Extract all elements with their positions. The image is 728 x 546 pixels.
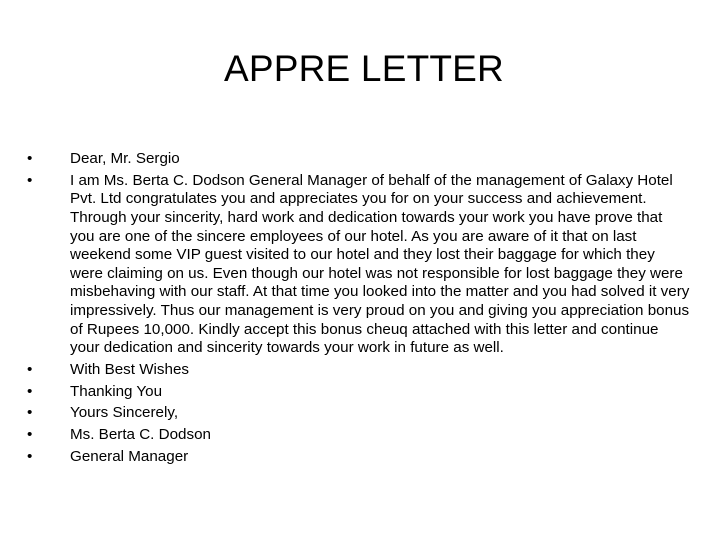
bullet-dot-icon: • xyxy=(27,382,33,400)
bullet-list xyxy=(27,150,690,470)
bullet-text: Yours Sincerely, xyxy=(70,404,179,422)
bullet-item-signer-title xyxy=(27,448,690,467)
bullet-item-signer-name xyxy=(27,426,690,445)
bullet-dot-icon: • xyxy=(27,360,33,378)
bullet-text: Ms. Berta C. Dodson xyxy=(70,426,211,444)
bullet-text: Thanking You xyxy=(70,382,163,400)
bullet-dot-icon: • xyxy=(27,171,33,189)
slide-title: APPRE LETTER xyxy=(224,48,504,89)
bullet-item-thanks xyxy=(27,383,690,402)
bullet-dot-icon: • xyxy=(27,426,33,444)
bullet-dot-icon: • xyxy=(27,150,33,167)
bullet-item-greeting xyxy=(27,150,690,169)
bullet-dot-icon: • xyxy=(27,448,33,466)
bullet-text: General Manager xyxy=(70,448,189,466)
bullet-item-wishes xyxy=(27,361,690,380)
bullet-item-closing xyxy=(27,404,690,423)
bullet-text: I am Ms. Berta C. Dodson General Manager of behalf of the management of Galaxy Hotel Pvt. Ltd congratulates you and appreciates you for on your success and achievement. Through your sincerity, hard work and dedication towards your work you have prove that you are one of the sincere employees of our hotel. As you are aware of it that on last weekend some VIP guest visited to our hotel and they lost their baggage for which they were claiming on us. Even though our hotel was not responsible for lost baggage they were misbehaving with our staff. At that time you looked into the matter and you had solved it very impressively. Thus our management is very proud on you and giving you appreciation bonus of Rupees 10,000. Kindly accept this bonus cheuq attached with this letter and continue your dedication and sincerity towards your work in future as well. xyxy=(70,171,690,357)
bullet-text: Dear, Mr. Sergio xyxy=(70,150,180,167)
bullet-dot-icon: • xyxy=(27,404,33,422)
bullet-text: With Best Wishes xyxy=(70,360,189,378)
bullet-item-body xyxy=(27,172,690,358)
